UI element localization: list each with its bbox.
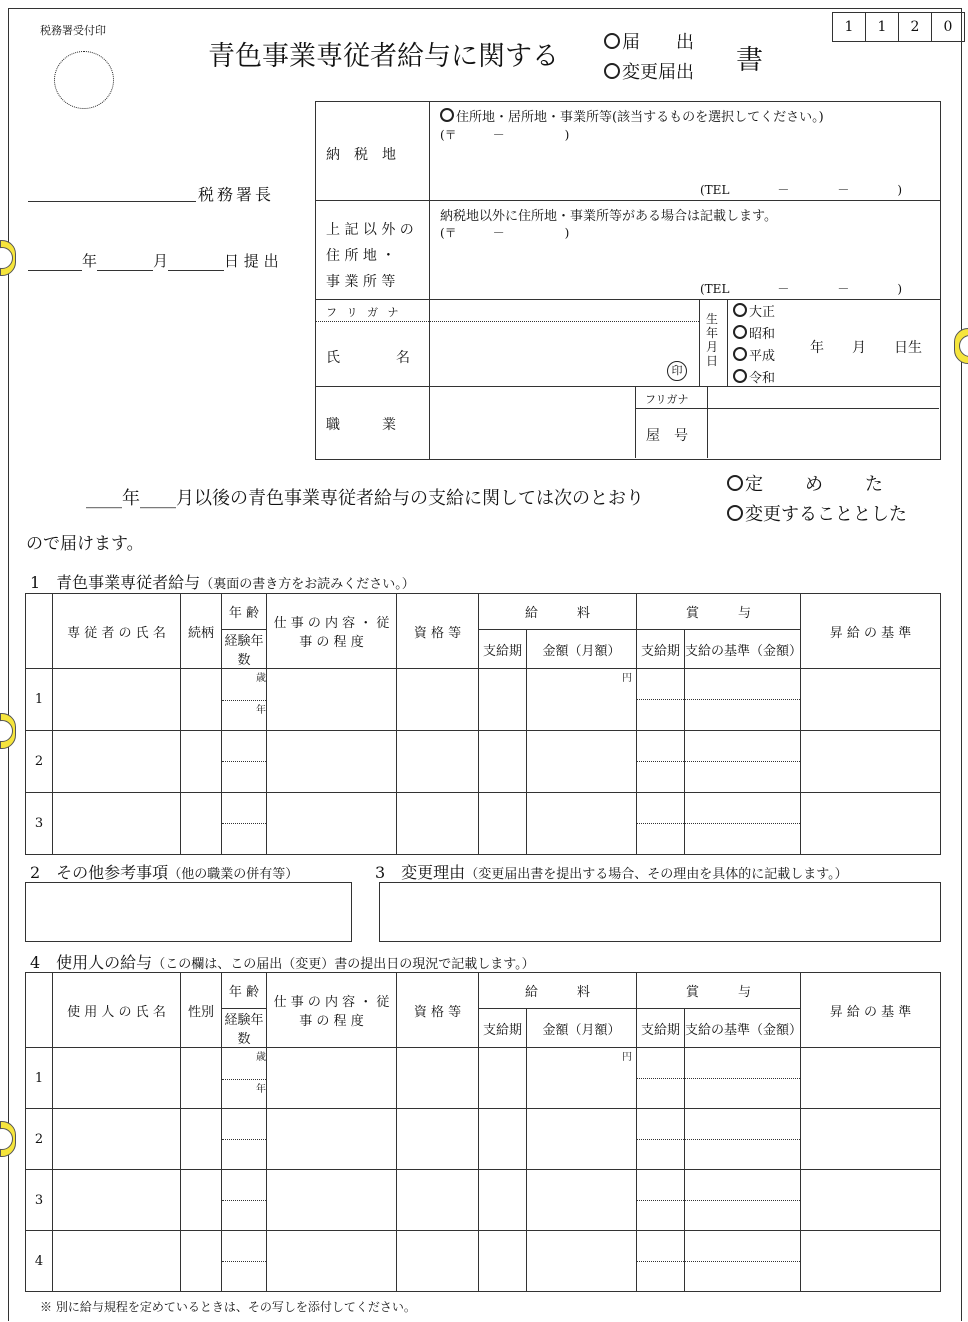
cell-name[interactable] [53,1048,181,1109]
th-qualification: 資 格 等 [397,973,479,1048]
cell-age[interactable] [222,731,267,793]
radio-circle-icon[interactable] [604,33,620,49]
footnote: ※ 別に給与規程を定めているときは、その写しを添付してください。 [40,1300,416,1314]
cell-qualification[interactable] [397,1170,479,1231]
table-row [26,731,941,793]
cell-age[interactable] [222,1048,267,1109]
radio-circle-icon[interactable] [733,303,747,317]
divider [429,101,430,459]
cell-raise[interactable] [801,793,941,855]
divider [635,408,939,409]
era-showa[interactable]: 昭和 [733,324,775,346]
table-row [26,1109,941,1170]
cell-relation[interactable] [181,793,222,855]
cell-qualification[interactable] [397,1048,479,1109]
th-salary: 給 料 [479,973,637,1009]
tax-office-field[interactable] [28,200,196,202]
cell-pay-period[interactable] [479,1170,527,1231]
other-address-tel[interactable]: (TEL － － ) [700,282,903,296]
table-row [26,669,941,731]
row-number: 3 [26,1170,53,1231]
th-raise: 昇 給 の 基 準 [801,973,941,1048]
cell-name[interactable] [53,793,181,855]
th-bonus-basis: 支給の基準（金額） [685,1009,801,1048]
cell-sex[interactable] [181,1231,222,1292]
cell-amount[interactable] [527,1109,637,1170]
th-pay-period: 支給期 [479,1009,527,1048]
th-raise: 昇 給 の 基 準 [801,594,941,669]
cell-bonus-period[interactable] [637,731,685,793]
cell-qualification[interactable] [397,1109,479,1170]
era-options [733,302,775,390]
row-number: 2 [26,731,53,793]
cell-bonus-basis[interactable] [685,1109,801,1170]
form-title: 青色事業専従者給与に関する [208,41,559,72]
cell-pay-period[interactable] [479,793,527,855]
form-code-digit: 1 [832,12,866,42]
nouzeichi-label: 納 税 地 [326,147,396,163]
divider [635,386,636,458]
th-bonus-period: 支給期 [637,1009,685,1048]
cell-bonus-basis[interactable] [685,1231,801,1292]
divider [727,299,728,387]
cell-sex[interactable] [181,1048,222,1109]
table-row [26,793,941,855]
birth-label: 生年月日 [706,312,719,368]
cell-bonus-basis[interactable] [685,669,801,731]
year-field[interactable] [28,270,82,271]
seal-icon: 印 [667,361,687,381]
section3-field[interactable] [379,882,941,942]
name-label: 氏 名 [326,350,410,366]
table-row [26,1231,941,1292]
divider [315,200,940,201]
divider [315,321,699,322]
cell-relation[interactable] [181,669,222,731]
cell-bonus-basis[interactable] [685,1048,801,1109]
row-number: 1 [26,1048,53,1109]
statement-opt2[interactable]: 変更することとした [727,500,907,526]
cell-pay-period[interactable] [479,1048,527,1109]
cell-amount[interactable] [527,1231,637,1292]
cell-age[interactable] [222,1231,267,1292]
title-option-2[interactable]: 変更届出 [604,58,694,84]
statement-line2: ので届けます。 [26,534,144,554]
cell-raise[interactable] [801,1048,941,1109]
stamp-label: 税務署受付印 [40,24,106,37]
cell-name[interactable] [53,1109,181,1170]
cell-work[interactable] [267,1170,397,1231]
radio-circle-icon[interactable] [440,108,454,122]
day-field[interactable] [168,270,224,271]
era-heisei[interactable]: 平成 [733,346,775,368]
radio-circle-icon[interactable] [733,369,747,383]
cell-qualification[interactable] [397,669,479,731]
birth-date[interactable]: 年 月 日生 [810,340,922,356]
unit-yen: 円 [622,673,633,684]
th-experience: 経験年数 [222,630,267,669]
th-experience: 経験年数 [222,1009,267,1048]
th-bonus-basis: 支給の基準（金額） [685,630,801,669]
cell-pay-period[interactable] [479,1109,527,1170]
nouzeichi-options[interactable]: 住所地・居所地・事業所等(該当するものを選択してください。) [440,106,824,125]
row-number: 4 [26,1231,53,1292]
title-suffix: 書 [736,45,763,76]
cell-amount[interactable] [527,669,637,731]
stamp-circle [54,51,114,109]
cell-amount[interactable] [527,1170,637,1231]
unit-yen: 円 [622,1052,633,1063]
shop-name-label: 屋 号 [646,428,688,444]
year-label: 年 [82,252,98,270]
section2-heading: 2 その他参考事項（他の職業の併有等） [30,863,299,882]
title-option-1[interactable]: 届 出 [604,28,694,54]
cell-pay-period[interactable] [479,731,527,793]
radio-circle-icon[interactable] [727,505,743,521]
th-work: 仕 事 の 内 容 ・ 従 事 の 程 度 [267,594,397,669]
section1-heading: 1 青色事業専従者給与（裏面の書き方をお読みください。） [30,573,415,592]
divider [315,299,940,300]
cell-amount[interactable] [527,731,637,793]
form-code [832,12,965,42]
cell-work[interactable] [267,669,397,731]
cell-bonus-period[interactable] [637,793,685,855]
tax-office-label: 税務署長 [198,185,275,204]
table-row [26,1170,941,1231]
th-work: 仕 事 の 内 容 ・ 従 事 の 程 度 [267,973,397,1048]
cell-raise[interactable] [801,1231,941,1292]
section4-heading: 4 使用人の給与（この欄は、この届出（変更）書の提出日の現況で記載します。） [30,953,535,972]
unit-year: 年 [256,705,266,716]
occupation-label: 職 業 [326,417,396,433]
th-name: 使 用 人 の 氏 名 [53,973,181,1048]
row-number: 2 [26,1109,53,1170]
th-bonus-period: 支給期 [637,630,685,669]
cell-raise[interactable] [801,731,941,793]
unit-age: 歳 [256,673,266,684]
other-address-label-1: 上 記 以 外 の [326,222,414,238]
cell-pay-period[interactable] [479,669,527,731]
submit-date [28,250,279,271]
cell-qualification[interactable] [397,793,479,855]
binder-hole-right-1 [954,328,968,364]
cell-name[interactable] [53,731,181,793]
cell-raise[interactable] [801,1109,941,1170]
cell-bonus-period[interactable] [637,1109,685,1170]
cell-bonus-period[interactable] [637,1170,685,1231]
nouzeichi-postal[interactable]: (〒 － ) [440,128,570,142]
row-number: 1 [26,669,53,731]
table-row [26,1048,941,1109]
th-relation: 続柄 [181,594,222,669]
cell-age[interactable] [222,669,267,731]
day-label: 日 提 出 [224,252,279,270]
radio-circle-icon[interactable] [604,63,620,79]
th-pay-period: 支給期 [479,630,527,669]
cell-work[interactable] [267,1048,397,1109]
section4-table [25,972,941,1292]
cell-bonus-basis[interactable] [685,1170,801,1231]
other-address-label-2: 住 所 地 ・ [326,248,396,264]
occupation-field[interactable] [432,390,632,454]
cell-amount[interactable] [527,793,637,855]
section2-field[interactable] [25,882,352,942]
th-salary: 給 料 [479,594,637,630]
cell-name[interactable] [53,669,181,731]
unit-year: 年 [256,1084,266,1095]
cell-raise[interactable] [801,669,941,731]
cell-work[interactable] [267,1231,397,1292]
row-number: 3 [26,793,53,855]
form-code-digit: 1 [866,12,899,42]
cell-qualification[interactable] [397,1231,479,1292]
era-taisho[interactable]: 大正 [733,302,775,324]
th-qualification: 資 格 等 [397,594,479,669]
cell-work[interactable] [267,731,397,793]
form-code-digit: 2 [899,12,932,42]
cell-age[interactable] [222,1109,267,1170]
th-sex: 性別 [181,973,222,1048]
cell-qualification[interactable] [397,731,479,793]
other-address-note: 納税地以外に住所地・事業所等がある場合は記載します。 [440,209,777,224]
radio-circle-icon[interactable] [733,347,747,361]
divider [699,299,700,387]
month-label: 月 [153,252,169,270]
furigana-label: フ リ ガ ナ [326,306,402,319]
unit-age: 歳 [256,1052,266,1063]
th-bonus: 賞 与 [637,973,801,1009]
cell-raise[interactable] [801,1170,941,1231]
month-field[interactable] [97,270,153,271]
radio-circle-icon[interactable] [727,475,743,491]
th-age: 年 齢 [222,594,267,630]
cell-pay-period[interactable] [479,1231,527,1292]
section1-table [25,593,941,855]
th-amount: 金額（月額） [527,1009,637,1048]
era-reiwa[interactable]: 令和 [733,368,775,390]
cell-age[interactable] [222,1170,267,1231]
th-age: 年 齢 [222,973,267,1009]
form-code-digit: 0 [932,12,965,42]
shop-name-field[interactable] [710,410,936,456]
statement-opt1[interactable]: 定 め た [727,470,885,496]
section3-heading: 3 変更理由（変更届出書を提出する場合、その理由を具体的に記載します。） [375,863,848,882]
other-address-label-3: 事 業 所 等 [326,274,396,290]
cell-sex[interactable] [181,1109,222,1170]
cell-work[interactable] [267,793,397,855]
th-amount: 金額（月額） [527,630,637,669]
radio-circle-icon[interactable] [733,325,747,339]
cell-work[interactable] [267,1109,397,1170]
furigana2-label: フリガナ [645,393,689,406]
cell-amount[interactable] [527,1048,637,1109]
nouzeichi-tel[interactable]: (TEL － － ) [700,183,903,197]
cell-relation[interactable] [181,731,222,793]
cell-name[interactable] [53,1170,181,1231]
cell-bonus-basis[interactable] [685,731,801,793]
cell-bonus-period[interactable] [637,1231,685,1292]
cell-sex[interactable] [181,1170,222,1231]
name-field[interactable] [432,324,696,384]
cell-bonus-basis[interactable] [685,793,801,855]
divider [315,386,940,387]
cell-name[interactable] [53,1231,181,1292]
cell-bonus-period[interactable] [637,669,685,731]
other-address-postal[interactable]: (〒 － ) [440,226,570,240]
statement-line1: ____年____月以後の青色事業専従者給与の支給に関しては次のとおり [86,488,644,509]
divider [707,386,708,458]
th-bonus: 賞 与 [637,594,801,630]
cell-bonus-period[interactable] [637,1048,685,1109]
cell-age[interactable] [222,793,267,855]
th-name: 専 従 者 の 氏 名 [53,594,181,669]
